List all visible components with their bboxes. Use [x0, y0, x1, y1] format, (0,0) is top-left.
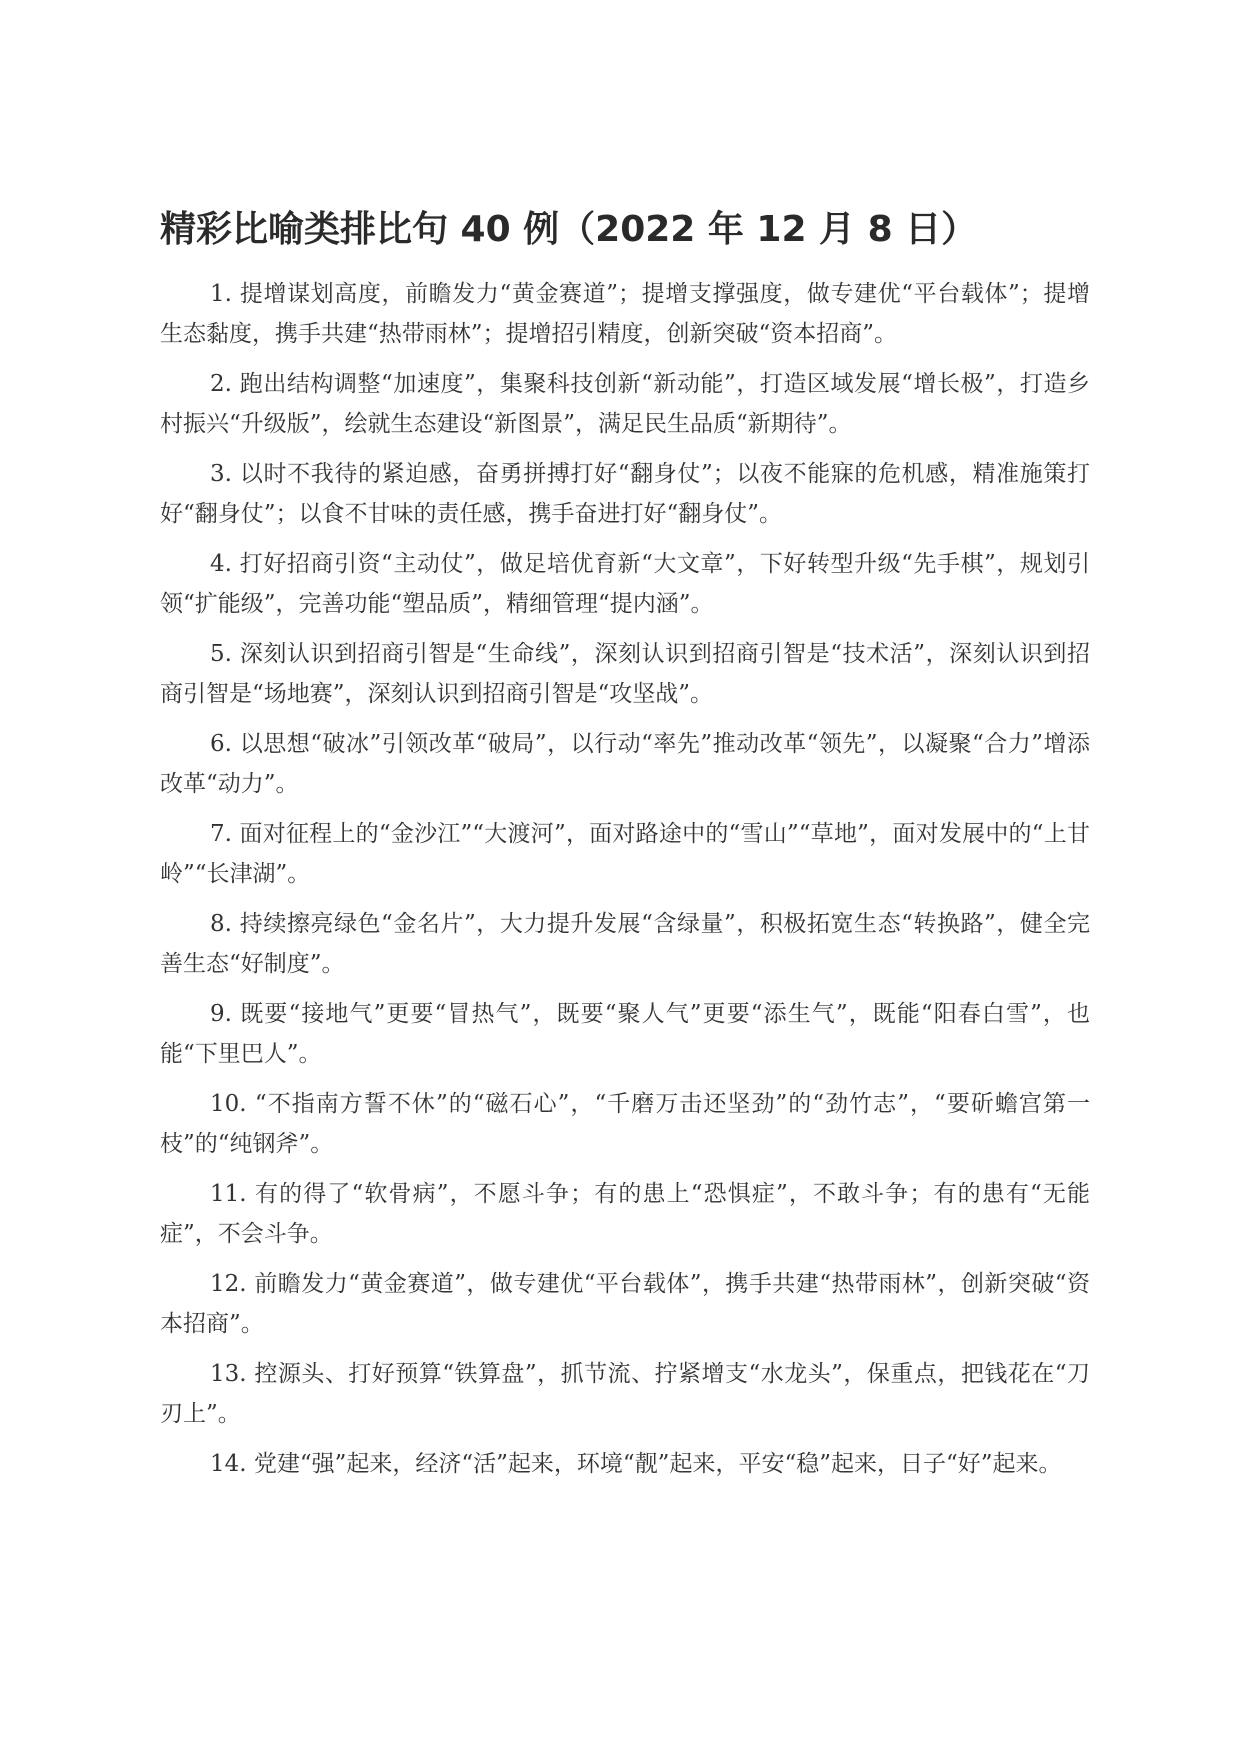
- sentence-item-4: 4. 打好招商引资“主动仗”，做足培优育新“大文章”，下好转型升级“先手棋”，规划引领“扩能级”，完善功能“塑品质”，精细管理“提内涵”。: [160, 551, 1090, 617]
- sentence-item-10: 10. “不指南方誓不休”的“磁石心”，“千磨万击还坚劲”的“劲竹志”，“要斫蟾宫第一枝”的“纯钢斧”。: [160, 1091, 1090, 1157]
- sentence-item-5: 5. 深刻认识到招商引智是“生命线”，深刻认识到招商引智是“技术活”，深刻认识到招商引智是“场地赛”，深刻认识到招商引智是“攻坚战”。: [160, 641, 1090, 707]
- sentence-list: [160, 274, 1090, 1484]
- sentence-item-11: 11. 有的得了“软骨病”，不愿斗争；有的患上“恐惧症”，不敢斗争；有的患有“无能症”，不会斗争。: [160, 1181, 1090, 1247]
- sentence-item-14: 14. 党建“强”起来，经济“活”起来，环境“靓”起来，平安“稳”起来，日子“好”起来。: [210, 1451, 1062, 1477]
- document-page: [160, 200, 1090, 1494]
- sentence-item-3: 3. 以时不我待的紧迫感，奋勇拼搏打好“翻身仗”；以夜不能寐的危机感，精准施策打好“翻身仗”；以食不甘味的责任感，携手奋进打好“翻身仗”。: [160, 461, 1090, 527]
- sentence-item-1: 1. 提增谋划高度，前瞻发力“黄金赛道”；提增支撑强度，做专建优“平台载体”；提增生态黏度，携手共建“热带雨林”；提增招引精度，创新突破“资本招商”。: [160, 281, 1090, 347]
- sentence-item-7: 7. 面对征程上的“金沙江”“大渡河”，面对路途中的“雪山”“草地”，面对发展中的“上甘岭”“长津湖”。: [160, 821, 1090, 887]
- sentence-item-2: 2. 跑出结构调整“加速度”，集聚科技创新“新动能”，打造区域发展“增长极”，打造乡村振兴“升级版”，绘就生态建设“新图景”，满足民生品质“新期待”。: [160, 371, 1090, 437]
- sentence-item-9: 9. 既要“接地气”更要“冒热气”，既要“聚人气”更要“添生气”，既能“阳春白雪”，也能“下里巴人”。: [160, 1001, 1090, 1067]
- sentence-item-13: 13. 控源头、打好预算“铁算盘”，抓节流、拧紧增支“水龙头”，保重点，把钱花在“刀刃上”。: [160, 1361, 1090, 1427]
- document-title: 精彩比喻类排比句 40 例（2022 年 12 月 8 日）: [160, 209, 978, 250]
- sentence-item-8: 8. 持续擦亮绿色“金名片”，大力提升发展“含绿量”，积极拓宽生态“转换路”，健全完善生态“好制度”。: [160, 911, 1090, 977]
- sentence-item-6: 6. 以思想“破冰”引领改革“破局”，以行动“率先”推动改革“领先”，以凝聚“合力”增添改革“动力”。: [160, 731, 1090, 797]
- sentence-item-12: 12. 前瞻发力“黄金赛道”，做专建优“平台载体”，携手共建“热带雨林”，创新突破“资本招商”。: [160, 1271, 1090, 1337]
